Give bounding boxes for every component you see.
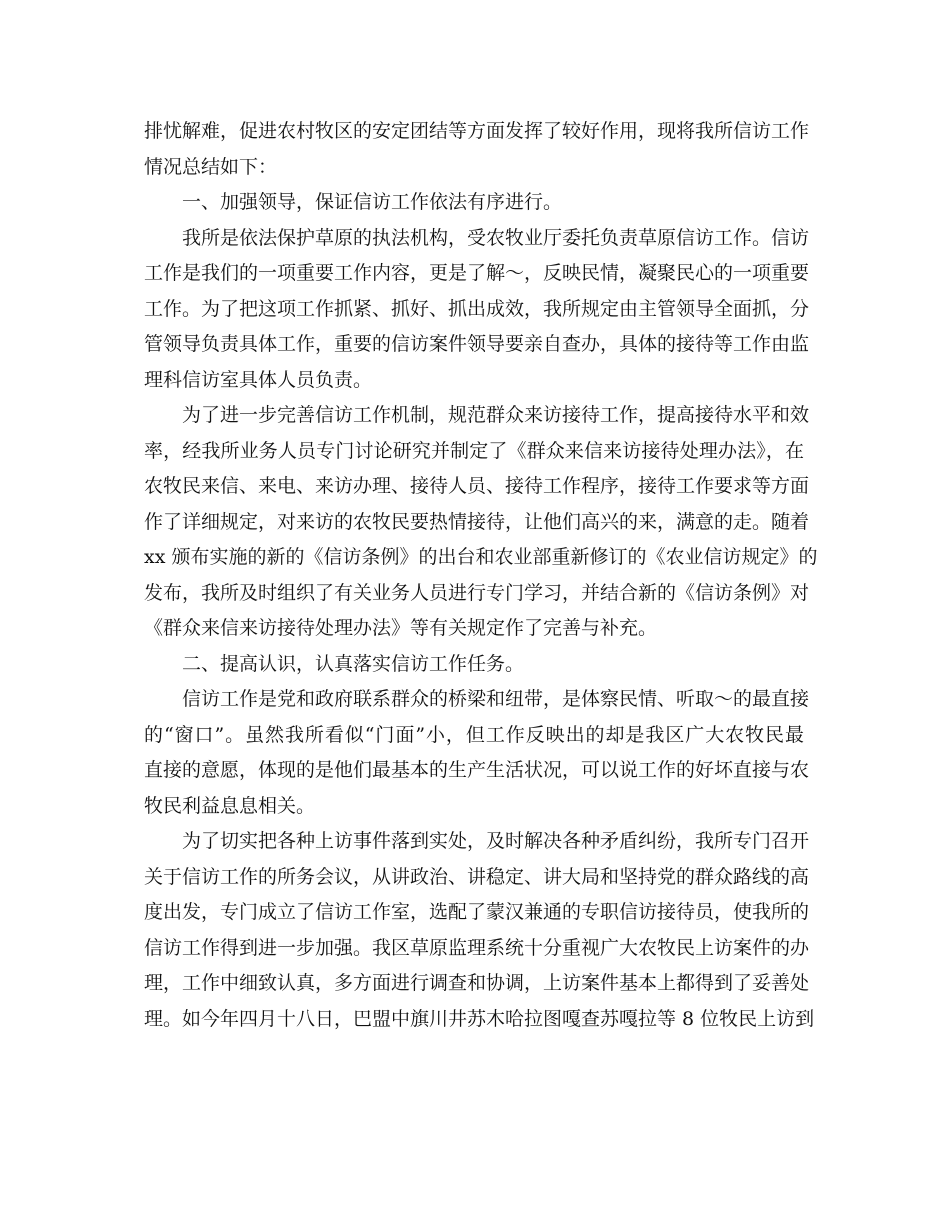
text-line: 为了切实把各种上访事件落到实处，及时解决各种矛盾纠纷，我所专门召开 <box>182 830 810 852</box>
text-line: 作了详细规定，对来访的农牧民要热情接待，让他们高兴的来，满意的走。随着 <box>144 510 810 533</box>
section-heading: 二、提高认识，认真落实信访工作任务。 <box>182 652 525 675</box>
text-line: 工作是我们的一项重要工作内容，更是了解～，反映民情，凝聚民心的一项重要 <box>144 262 810 284</box>
text-line: 管领导负责具体工作，重要的信访案件领导要亲自查办，具体的接待等工作由监 <box>144 333 810 355</box>
section-heading: 一、加强领导，保证信访工作依法有序进行。 <box>182 191 563 213</box>
text-line: 信访工作是党和政府联系群众的桥梁和纽带，是体察民情、听取～的最直接 <box>182 688 810 710</box>
text-line: 的“窗口”。虽然我所看似“门面”小，但工作反映出的却是我区广大农牧民最 <box>144 723 804 746</box>
text-line: 理科信访室具体人员负责。 <box>144 368 373 391</box>
text-line: 直接的意愿，体现的是他们最基本的生产生活状况，可以说工作的好坏直接与农 <box>144 759 810 781</box>
text-line: 为了进一步完善信访工作机制，规范群众来访接待工作，提高接待水平和效 <box>182 404 810 426</box>
text-line: 理。如今年四月十八日，巴盟中旗川井苏木哈拉图嘎查苏嘎拉等 8 位牧民上访到 <box>144 1007 815 1030</box>
text-line: 农牧民来信、来电、来访办理、接待人员、接待工作程序，接待工作要求等方面 <box>144 475 810 497</box>
text-line: xx 颁布实施的新的《信访条例》的出台和农业部重新修订的《农业信访规定》的 <box>144 546 818 568</box>
text-line: 发布，我所及时组织了有关业务人员进行专门学习，并结合新的《信访条例》对 <box>144 581 810 604</box>
text-line: 率，经我所业务人员专门讨论研究并制定了《群众来信来访接待处理办法》，在 <box>144 439 804 462</box>
text-line: 《群众来信来访接待处理办法》等有关规定作了完善与补充。 <box>144 617 658 639</box>
text-line: 情况总结如下： <box>144 155 278 178</box>
document-body <box>144 114 818 1037</box>
text-line: 关于信访工作的所务会议，从讲政治、讲稳定、讲大局和坚持党的群众路线的高 <box>144 865 810 888</box>
text-line: 排忧解难，促进农村牧区的安定团结等方面发挥了较好作用，现将我所信访工作 <box>144 120 810 142</box>
text-line: 工作。为了把这项工作抓紧、抓好、抓出成效，我所规定由主管领导全面抓，分 <box>144 297 810 320</box>
text-line: 牧民利益息息相关。 <box>144 794 316 817</box>
text-line: 信访工作得到进一步加强。我区草原监理系统十分重视广大农牧民上访案件的办 <box>144 936 810 959</box>
text-line: 我所是依法保护草原的执法机构，受农牧业厅委托负责草原信访工作。信访 <box>182 226 810 249</box>
text-line: 理，工作中细致认真，多方面进行调查和协调，上访案件基本上都得到了妥善处 <box>144 972 810 994</box>
text-line: 度出发，专门成立了信访工作室，选配了蒙汉兼通的专职信访接待员，使我所的 <box>144 901 810 923</box>
